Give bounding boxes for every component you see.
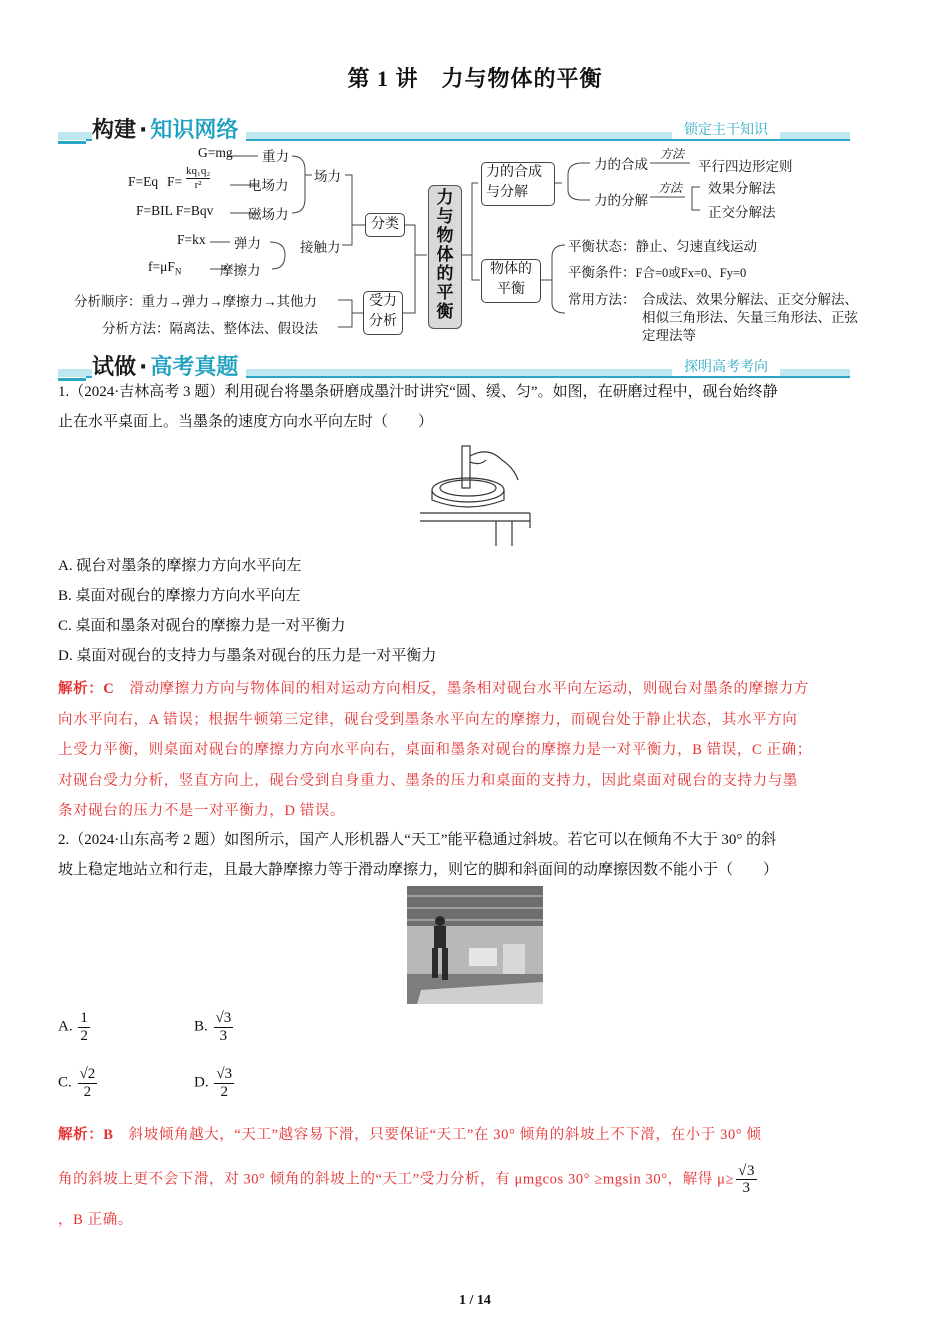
banner-tag: 锁定主干知识 <box>672 119 780 139</box>
section-banner-exam: 试做 · 高考真题 探明高考考向 <box>58 352 850 378</box>
field-force-label: 场力 <box>314 169 341 184</box>
friction-label: 摩擦力 <box>220 263 261 278</box>
gravity-formula: G=mg <box>198 145 233 160</box>
parallelogram-label: 平行四边形定则 <box>698 159 793 174</box>
q2-answer-fraction: $\frac{√3}{3}$ <box>738 1162 756 1196</box>
page-number: 1 / 14 <box>459 1293 491 1308</box>
balance-box: 物体的 平衡 <box>481 259 541 303</box>
magnetic-formula: F=BIL F=Bqv <box>136 203 214 218</box>
common-methods-1: 合成法、效果分解法、正交分解法、 <box>642 292 858 307</box>
method-label-1: 方法 <box>660 147 685 161</box>
q2-answer-label: 解析：B <box>58 1127 114 1143</box>
analysis-order: 分析顺序：重力→弹力→摩擦力→其他力 <box>74 294 317 309</box>
q1-options <box>58 551 898 671</box>
banner-label-a: 构建 <box>92 118 137 143</box>
q1-answer-label: 解析：C <box>58 681 115 697</box>
q2-option-c: C. $\frac{√2}{2}$ <box>58 1066 96 1100</box>
q1-option-b: B. 桌面对砚台的摩擦力方向水平向左 <box>58 588 301 604</box>
q2-option-b: B. $\frac{√3}{3}$ <box>194 1010 232 1044</box>
force-analysis-box: 受力 分析 <box>363 291 403 335</box>
common-methods-2: 相似三角形法、矢量三角形法、正弦 <box>642 310 858 325</box>
common-methods-label: 常用方法： <box>568 292 636 307</box>
effect-decompose-label: 效果分解法 <box>708 181 776 196</box>
analysis-method: 分析方法：隔离法、整体法、假设法 <box>102 321 318 336</box>
elastic-label: 弹力 <box>234 236 261 251</box>
q2-option-d: D. $\frac{√3}{2}$ <box>194 1066 233 1100</box>
q2-stem-line-1: 2.（2024·山东高考 2 题）如图所示，国产人形机器人“天工”能平稳通过斜坡。若它可以在倾角不大于 30° 的斜 <box>58 832 777 848</box>
q2-option-a: A. $\frac{1}{2}$ <box>58 1010 88 1044</box>
q2-options <box>58 1010 458 1110</box>
magnetic-label: 磁场力 <box>248 207 289 222</box>
section-banner-knowledge: 构建 · 知识网络 锁定主干知识 <box>58 115 850 141</box>
banner-tag: 探明高考考向 <box>672 356 780 376</box>
electric-fraction: kq₁q₂ r² <box>186 165 211 191</box>
method-label-2: 方法 <box>658 181 683 195</box>
q1-option-a: A. 砚台对墨条的摩擦力方向水平向左 <box>58 558 302 574</box>
q1-stem-line-1: 1.（2024·吉林高考 3 题）利用砚台将墨条研磨成墨汁时讲究“圆、缓、匀”。如图，在研磨过程中，砚台始终静 <box>58 384 778 400</box>
robot-photo <box>407 886 543 1004</box>
q1-option-c: C. 桌面和墨条对砚台的摩擦力是一对平衡力 <box>58 618 346 634</box>
composition-box: 力的合成 与分解 <box>481 162 555 206</box>
banner-label-b: 知识网络 <box>150 118 239 143</box>
page-title: 第 1 讲 力与物体的平衡 <box>347 66 603 91</box>
q2-answer: 解析：B 斜坡倾角越大，“天工”越容易下滑，只要保证“天工”在 30° 倾角的斜坡上不下滑，在小于 30° 倾 角的斜坡上更不会下滑，对 30° 倾角的斜坡上的“天工”受力分析，有 μmgcos 30° ≥mgsin 30°，解得 μ≥ $\frac{√3}{3}$ ，B 正确。 <box>58 1127 762 1228</box>
elastic-formula: F=kx <box>177 232 206 247</box>
center-topic-box: 力 与 物 体 的 平 衡 <box>428 185 462 329</box>
q2-stem-line-2: 坡上稳定地站立和行走，且最大静摩擦力等于滑动摩擦力，则它的脚和斜面间的动摩擦因数不能小于（ ） <box>58 862 779 878</box>
common-methods-3: 定理法等 <box>642 328 696 343</box>
electric-label: 电场力 <box>248 178 289 193</box>
knowledge-mindmap <box>60 145 880 350</box>
balance-state: 平衡状态：静止、匀速直线运动 <box>568 239 757 254</box>
question-1 <box>58 377 898 437</box>
decompose-label: 力的分解 <box>594 193 648 208</box>
q1-option-d: D. 桌面对砚台的支持力与墨条对砚台的压力是一对平衡力 <box>58 648 437 664</box>
electric-formula-a: F=Eq <box>128 174 159 189</box>
balance-condition: 平衡条件：F合=0或Fx=0、Fy=0 <box>568 265 747 280</box>
friction-formula: $f=\mu F_N$ <box>148 259 182 277</box>
classify-box: 分类 <box>365 213 405 237</box>
compose-label: 力的合成 <box>594 157 648 172</box>
question-2 <box>58 825 898 885</box>
orthogonal-decompose-label: 正交分解法 <box>708 205 776 220</box>
gravity-label: 重力 <box>262 149 289 164</box>
q1-stem-line-2: 止在水平桌面上。当墨条的速度方向水平向左时（ ） <box>58 414 434 430</box>
inkstone-figure <box>418 438 534 548</box>
q1-answer: 解析：C 滑动摩擦力方向与物体间的相对运动方向相反，墨条相对砚台水平向左运动，则砚台对墨条的摩擦力方 向水平向右，A 错误；根据牛顿第三定律，砚台受到墨条水平向左的摩擦力，而砚台处于静止状态，其水平方向 上受力平衡，则桌面对砚台的摩擦力方向水平向右，桌面和墨条对砚台的摩擦力是一对平衡力，B 错误，C 正确； 对砚台受力分析，竖直方向上，砚台受到自身重力、墨条的压力和桌面的支持力，因此桌面对砚台的支持力与墨 条对砚台的压力不是一对平衡力，D 错误。 <box>58 681 812 819</box>
contact-force-label: 接触力 <box>300 240 341 255</box>
electric-formula-b: F= <box>167 174 183 189</box>
